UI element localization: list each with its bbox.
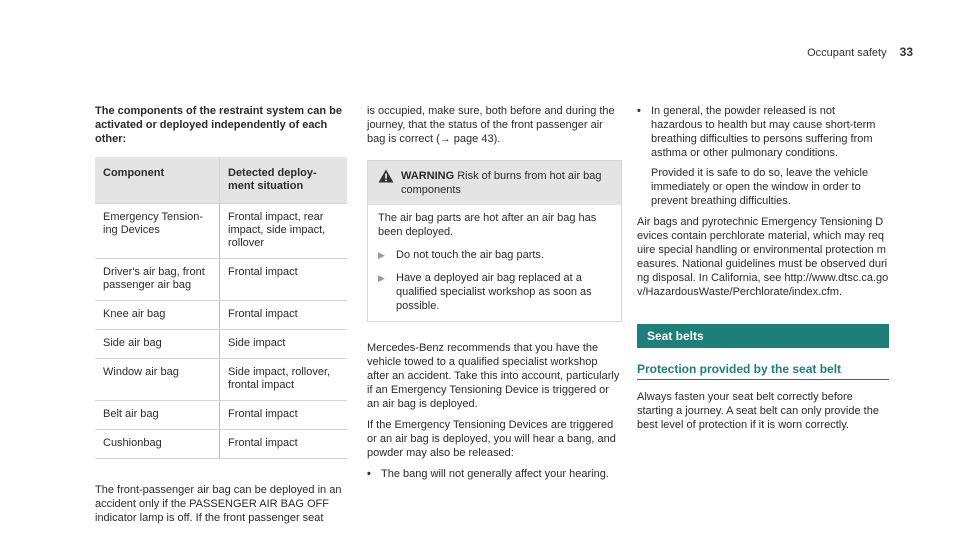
table-cell-component: Side air bag [95,330,220,359]
section-heading-seat-belts: Seat belts [637,324,889,348]
table-cell-component: Cushionbag [95,430,220,459]
table-row [95,359,347,401]
table-header-deployment: Detected deploy-ment situation [220,157,348,204]
table-cell-situation: Side impact [220,330,348,359]
warning-text [401,169,613,197]
perchlorate-paragraph: Air bags and pyrotechnic Emergency Tensioning Devices contain perchlorate material, which may require special handling or environmental protection measures. National guidelines must be observed during disposal. In California, see http://www.dtsc.ca.gov/HazardousWaste/Perchlorate/index.cfm. [637,216,889,298]
table-row [95,330,347,359]
warning-step-text: Have a deployed air bag replaced at a qualified specialist workshop as soon as possible. [396,272,592,312]
warning-step [378,271,611,313]
bullet-item [637,104,889,160]
warning-title: Risk of burns from hot air bag components [401,170,602,196]
trigger-paragraph: If the Emergency Tensioning Devices are triggered or an air bag is deployed, you will hear a bang, and powder may also be released: [367,419,616,459]
table-cell-situation: Frontal impact [220,401,348,430]
warning-step [378,248,611,262]
passenger-airbag-paragraph: The front-passenger air bag can be deployed in an accident only if the PASSENGER AIR BAG OFF indicator lamp is off. If the front passenger seat [95,484,342,524]
warning-box [367,160,622,322]
table-cell-situation: Frontal impact [220,430,348,459]
table-row [95,430,347,459]
table-row [95,301,347,330]
subsection-heading: Protection provided by the seat belt [637,362,889,380]
intro-heading: The components of the restraint system can be activated or deployed independently of each other: [95,105,342,145]
table-cell-situation: Frontal impact [220,301,348,330]
table-cell-component: Emergency Tension-ing Devices [95,204,220,259]
warning-description: The air bag parts are hot after an air bag has been deployed. [378,212,597,238]
bullet-text: In general, the powder released is not hazardous to health but may cause short-term breathing difficulties to persons suffering from asthma or other pulmonary conditions. [651,105,876,159]
bullet-icon: • [367,468,371,480]
table-cell-component: Driver's air bag, front passenger air bag [95,259,220,301]
table-cell-component: Window air bag [95,359,220,401]
warning-header [368,161,621,205]
column-1 [95,104,347,532]
warning-body [368,205,621,321]
warning-label: WARNING [401,170,455,182]
table-row [95,204,347,259]
bullet-continuation: Provided it is safe to do so, leave the vehicle immediately or open the window in order to prevent breathing difficulties. [651,167,869,207]
table-cell-situation: Frontal impact, rear impact, side impact, rollover [220,204,348,259]
column-2 [367,104,622,481]
bullet-text: The bang will not generally affect your hearing. [381,468,609,480]
table-cell-situation: Frontal impact [220,259,348,301]
bullet-item [367,467,622,481]
page-header [807,45,913,60]
warning-step-text: Do not touch the air bag parts. [396,249,544,261]
arrow-right-icon: ▶ [378,273,385,283]
continuation-paragraph: is occupied, make sure, both before and during the journey, that the status of the front passenger air bag is correct (→ page 43). [367,105,615,145]
table-header-row [95,157,347,204]
page-number: 33 [899,45,913,59]
seat-belt-paragraph: Always fasten your seat belt correctly before starting a journey. A seat belt can only provide the best level of protection if it is worn correctly. [637,391,879,431]
arrow-right-icon: ▶ [378,250,385,260]
recommendation-paragraph: Mercedes-Benz recommends that you have the vehicle towed to a qualified specialist workshop after an accident. Take this into account, particularly if an Emergency Tensioning Device is triggered or an air bag is deployed. [367,342,620,410]
column-3 [637,104,889,439]
table-cell-component: Belt air bag [95,401,220,430]
table-cell-situation: Side impact, rollover, frontal impact [220,359,348,401]
table-cell-component: Knee air bag [95,301,220,330]
table-row [95,259,347,301]
section-title: Occupant safety [807,47,887,59]
bullet-icon: • [637,105,641,117]
warning-triangle-icon [378,169,394,183]
table-row [95,401,347,430]
components-table [95,157,347,459]
table-header-component: Component [95,157,220,204]
